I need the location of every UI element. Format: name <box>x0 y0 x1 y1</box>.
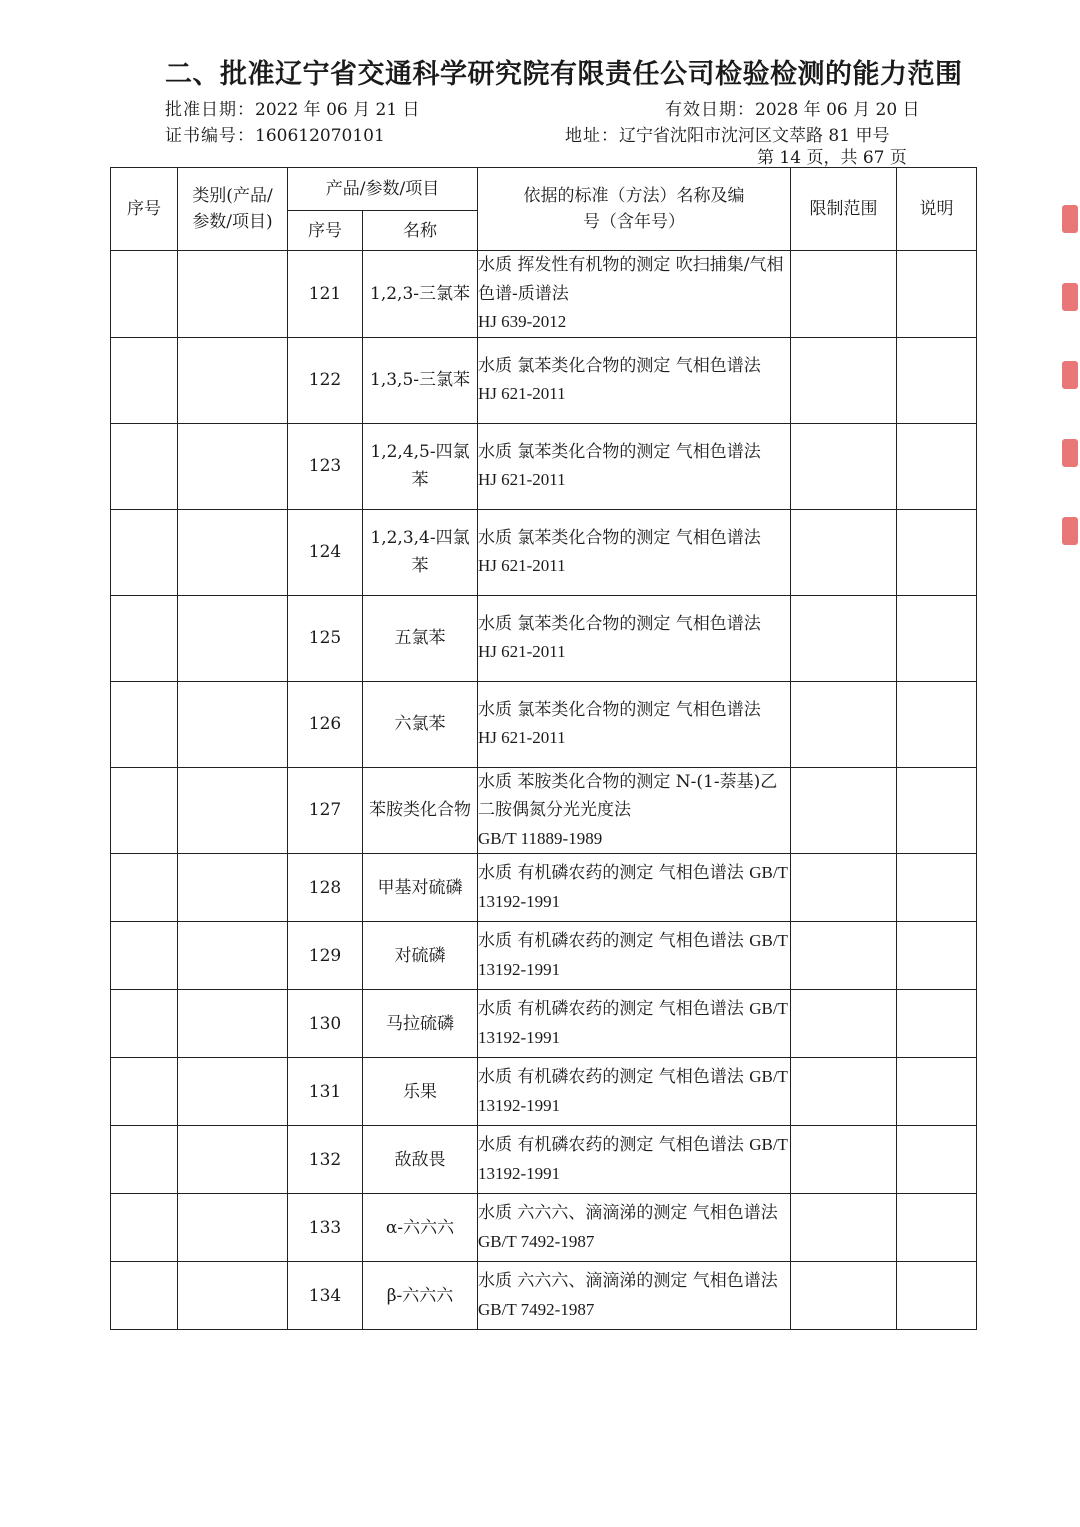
category-cell <box>178 854 288 922</box>
standard-cell <box>478 423 791 509</box>
approval-date <box>165 95 420 120</box>
standard-code: HJ 621-2011 <box>478 384 566 403</box>
approval-date-value: 2022 年 06 月 21 日 <box>255 100 420 120</box>
seq-cell <box>111 767 178 854</box>
stamp-mark <box>1062 439 1078 467</box>
standard-name: 水质 氯苯类化合物的测定 气相色谱法 <box>478 527 761 548</box>
standard-name: 水质 苯胺类化合物的测定 N-(1-萘基)乙二胺偶氮分光光度法 <box>478 771 778 820</box>
item-number: 130 <box>288 990 363 1058</box>
limit-cell <box>791 595 897 681</box>
item-name: 1,2,4,5-四氯苯 <box>363 423 478 509</box>
standard-cell <box>478 1058 791 1126</box>
header-seq: 序号 <box>111 168 178 251</box>
note-cell <box>897 337 977 423</box>
note-cell <box>897 251 977 338</box>
limit-cell <box>791 337 897 423</box>
standard-code: HJ 621-2011 <box>478 728 566 747</box>
standard-code: HJ 621-2011 <box>478 556 566 575</box>
limit-cell <box>791 681 897 767</box>
standard-code: GB/T 13192-1991 <box>478 863 788 911</box>
seq-cell <box>111 509 178 595</box>
seq-cell <box>111 1058 178 1126</box>
standard-name: 水质 有机磷农药的测定 气相色谱法 <box>478 931 744 951</box>
seq-cell <box>111 251 178 338</box>
limit-cell <box>791 1194 897 1262</box>
table-row <box>111 595 977 681</box>
item-number: 126 <box>288 681 363 767</box>
standard-code: GB/T 13192-1991 <box>478 1067 788 1115</box>
standard-name: 水质 氯苯类化合物的测定 气相色谱法 <box>478 355 761 376</box>
standard-cell <box>478 681 791 767</box>
standard-code: GB/T 7492-1987 <box>478 1231 595 1251</box>
header-standard: 依据的标准（方法）名称及编号（含年号） <box>478 168 791 251</box>
table-row <box>111 990 977 1058</box>
category-cell <box>178 681 288 767</box>
seq-cell <box>111 1194 178 1262</box>
standard-name: 水质 六六六、滴滴涕的测定 气相色谱法 <box>478 1271 778 1291</box>
limit-cell <box>791 251 897 338</box>
standard-code: HJ 639-2012 <box>478 312 567 331</box>
note-cell <box>897 1058 977 1126</box>
header-note: 说明 <box>897 168 977 251</box>
category-cell <box>178 1126 288 1194</box>
cert-no-label: 证书编号： <box>165 126 255 146</box>
standard-cell <box>478 1262 791 1330</box>
limit-cell <box>791 1058 897 1126</box>
category-cell <box>178 423 288 509</box>
item-name: 乐果 <box>363 1058 478 1126</box>
standard-name: 水质 挥发性有机物的测定 吹扫捕集/气相色谱-质谱法 <box>478 255 784 304</box>
header-sub-name: 名称 <box>363 211 478 251</box>
cert-no-value: 160612070101 <box>255 126 385 146</box>
table-row <box>111 1058 977 1126</box>
standard-cell <box>478 337 791 423</box>
standard-code: GB/T 13192-1991 <box>478 931 788 979</box>
seq-cell <box>111 990 178 1058</box>
item-number: 132 <box>288 1126 363 1194</box>
standard-cell <box>478 990 791 1058</box>
standard-name: 水质 氯苯类化合物的测定 气相色谱法 <box>478 699 761 720</box>
category-cell <box>178 1262 288 1330</box>
note-cell <box>897 595 977 681</box>
seq-cell <box>111 854 178 922</box>
standard-cell <box>478 509 791 595</box>
table-row <box>111 1194 977 1262</box>
standard-code: HJ 621-2011 <box>478 470 566 489</box>
standard-cell <box>478 767 791 854</box>
standard-cell <box>478 1194 791 1262</box>
note-cell <box>897 990 977 1058</box>
table-row <box>111 681 977 767</box>
standard-name: 水质 六六六、滴滴涕的测定 气相色谱法 <box>478 1203 778 1223</box>
standard-cell <box>478 595 791 681</box>
table-row <box>111 337 977 423</box>
table-row <box>111 854 977 922</box>
category-cell <box>178 337 288 423</box>
note-cell <box>897 767 977 854</box>
item-name: 1,2,3,4-四氯苯 <box>363 509 478 595</box>
seq-cell <box>111 1126 178 1194</box>
item-number: 125 <box>288 595 363 681</box>
table-row <box>111 1126 977 1194</box>
stamp-mark <box>1062 205 1078 233</box>
expiry-date-value: 2028 年 06 月 20 日 <box>755 100 920 120</box>
category-cell <box>178 922 288 990</box>
item-name: 1,3,5-三氯苯 <box>363 337 478 423</box>
item-number: 128 <box>288 854 363 922</box>
seq-cell <box>111 423 178 509</box>
header-sub-seq: 序号 <box>288 211 363 251</box>
limit-cell <box>791 423 897 509</box>
address-value: 辽宁省沈阳市沈河区文萃路 81 甲号 <box>619 126 890 146</box>
table-row <box>111 922 977 990</box>
standard-code: GB/T 11889-1989 <box>478 828 603 848</box>
table-row <box>111 423 977 509</box>
stamp-mark <box>1062 283 1078 311</box>
item-name: 六氯苯 <box>363 681 478 767</box>
header-category: 类别(产品/参数/项目) <box>178 168 288 251</box>
seq-cell <box>111 1262 178 1330</box>
item-number: 129 <box>288 922 363 990</box>
item-number: 124 <box>288 509 363 595</box>
standard-name: 水质 有机磷农药的测定 气相色谱法 <box>478 999 744 1019</box>
item-number: 131 <box>288 1058 363 1126</box>
page-info: 第 14 页，共 67 页 <box>757 148 907 168</box>
standard-cell <box>478 854 791 922</box>
note-cell <box>897 423 977 509</box>
standard-name: 水质 氯苯类化合物的测定 气相色谱法 <box>478 441 761 462</box>
item-name: 1,2,3-三氯苯 <box>363 251 478 338</box>
category-cell <box>178 595 288 681</box>
standard-code: GB/T 7492-1987 <box>478 1299 595 1319</box>
limit-cell <box>791 990 897 1058</box>
item-number: 134 <box>288 1262 363 1330</box>
stamp-mark <box>1062 517 1078 545</box>
standard-cell <box>478 1126 791 1194</box>
table-row <box>111 767 977 854</box>
standard-code: HJ 621-2011 <box>478 642 566 661</box>
header-product-group: 产品/参数/项目 <box>288 168 478 211</box>
item-number: 123 <box>288 423 363 509</box>
note-cell <box>897 922 977 990</box>
note-cell <box>897 854 977 922</box>
expiry-date-label: 有效日期： <box>665 100 755 120</box>
note-cell <box>897 1194 977 1262</box>
address-label: 地址： <box>565 126 619 146</box>
header-limit: 限制范围 <box>791 168 897 251</box>
scope-table <box>110 167 977 1330</box>
limit-cell <box>791 922 897 990</box>
standard-name: 水质 有机磷农药的测定 气相色谱法 <box>478 863 744 883</box>
item-name: β-六六六 <box>363 1262 478 1330</box>
item-number: 122 <box>288 337 363 423</box>
table-row <box>111 1262 977 1330</box>
expiry-date <box>665 95 920 120</box>
standard-code: GB/T 13192-1991 <box>478 999 788 1047</box>
item-number: 133 <box>288 1194 363 1262</box>
category-cell <box>178 990 288 1058</box>
stamp-mark <box>1062 361 1078 389</box>
seq-cell <box>111 337 178 423</box>
item-name: 对硫磷 <box>363 922 478 990</box>
category-cell <box>178 251 288 338</box>
standard-name: 水质 有机磷农药的测定 气相色谱法 <box>478 1135 744 1155</box>
table-row <box>111 251 977 338</box>
category-cell <box>178 767 288 854</box>
limit-cell <box>791 854 897 922</box>
note-cell <box>897 1262 977 1330</box>
seq-cell <box>111 681 178 767</box>
standard-cell <box>478 251 791 338</box>
standard-code: GB/T 13192-1991 <box>478 1135 788 1183</box>
limit-cell <box>791 1262 897 1330</box>
note-cell <box>897 509 977 595</box>
red-seal-stamp-edge <box>1062 205 1080 655</box>
seq-cell <box>111 922 178 990</box>
item-name: α-六六六 <box>363 1194 478 1262</box>
item-number: 121 <box>288 251 363 338</box>
item-number: 127 <box>288 767 363 854</box>
item-name: 马拉硫磷 <box>363 990 478 1058</box>
limit-cell <box>791 1126 897 1194</box>
limit-cell <box>791 509 897 595</box>
certificate-number <box>165 121 385 146</box>
standard-cell <box>478 922 791 990</box>
note-cell <box>897 1126 977 1194</box>
note-cell <box>897 681 977 767</box>
category-cell <box>178 1058 288 1126</box>
item-name: 五氯苯 <box>363 595 478 681</box>
limit-cell <box>791 767 897 854</box>
standard-name: 水质 氯苯类化合物的测定 气相色谱法 <box>478 613 761 634</box>
page-title: 二、批准辽宁省交通科学研究院有限责任公司检验检测的能力范围 <box>165 59 963 90</box>
table-row <box>111 509 977 595</box>
category-cell <box>178 1194 288 1262</box>
item-name: 苯胺类化合物 <box>363 767 478 854</box>
item-name: 敌敌畏 <box>363 1126 478 1194</box>
item-name: 甲基对硫磷 <box>363 854 478 922</box>
seq-cell <box>111 595 178 681</box>
category-cell <box>178 509 288 595</box>
approval-date-label: 批准日期： <box>165 100 255 120</box>
standard-name: 水质 有机磷农药的测定 气相色谱法 <box>478 1067 744 1087</box>
